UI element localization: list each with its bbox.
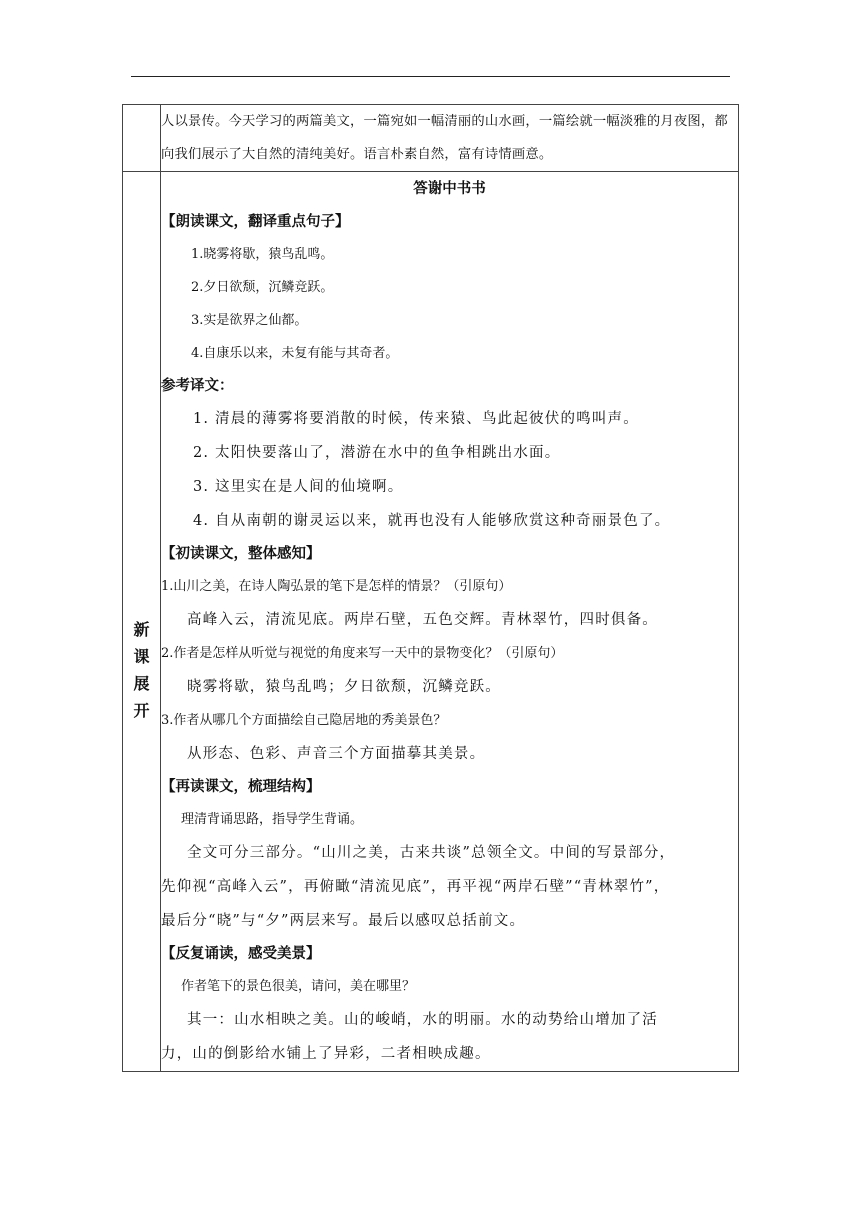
paragraph-line: 最后分“晓”与“夕”两层来写。最后以感叹总括前文。 xyxy=(161,913,526,929)
side-cell-label xyxy=(123,172,161,1072)
answer: 晓雾将歇，猿鸟乱鸣；夕日欲颓，沉鳞竞跃。 xyxy=(187,679,501,695)
paragraph-line: 作者笔下的景色很美，请问，美在哪里？ xyxy=(181,979,416,994)
answer: 从形态、色彩、声音三个方面描摹其美景。 xyxy=(187,746,486,762)
paragraph-line: 先仰视“高峰入云”，再俯瞰“清流见底”，再平视“两岸石壁”“青林翠竹”， xyxy=(161,879,670,895)
table-row-top xyxy=(123,105,739,172)
question: 2.作者是怎样从听觉与视觉的角度来写一天中的景物变化？（引原句） xyxy=(161,646,564,661)
question: 1.山川之美，在诗人陶弘景的笔下是怎样的情景？（引原句） xyxy=(161,579,512,594)
translation-item: 3. 这里实在是人间的仙境啊。 xyxy=(193,479,404,495)
sentence-item: 3.实是欲界之仙都。 xyxy=(191,313,308,328)
paragraph-line: 其一：山水相映之美。山的峻峭，水的明丽。水的动势给山增加了活 xyxy=(187,1012,658,1028)
side-label-char: 课 xyxy=(133,647,150,666)
sentence-item: 4.自康乐以来，未复有能与其奇者。 xyxy=(191,346,399,361)
side-label-char: 开 xyxy=(133,701,150,720)
table-row-main xyxy=(123,172,739,1072)
sentence-item: 1.晓雾将歇，猿鸟乱鸣。 xyxy=(191,247,334,262)
translation-item: 2. 太阳快要落山了，潜游在水中的鱼争相跳出水面。 xyxy=(193,445,561,461)
paragraph-line: 力，山的倒影给水铺上了异彩，二者相映成趣。 xyxy=(161,1046,491,1062)
section-heading-first-read: 【初读课文，整体感知】 xyxy=(161,546,321,562)
intro-text: 人以景传。今天学习的两篇美文，一篇宛如一幅清丽的山水画，一篇绘就一幅淡雅的月夜图，都向我们展示了大自然的清纯美好。语言朴素自然，富有诗情画意。 xyxy=(161,105,739,172)
section-heading-read: 【朗读课文，翻译重点句子】 xyxy=(161,214,350,230)
translation-item: 1. 清晨的薄雾将要消散的时候，传来猿、鸟此起彼伏的鸣叫声。 xyxy=(193,411,639,427)
side-cell-empty xyxy=(123,105,161,172)
sentence-item: 2.夕日欲颓，沉鳞竞跃。 xyxy=(191,280,334,295)
header-rule xyxy=(131,76,730,77)
lesson-table xyxy=(122,104,739,1072)
side-label xyxy=(123,172,160,724)
lesson-title: 答谢中书书 xyxy=(413,181,486,197)
section-heading-structure: 【再读课文，梳理结构】 xyxy=(161,779,321,795)
reference-heading: 参考译文： xyxy=(161,378,234,394)
question: 3.作者从哪几个方面描绘自己隐居地的秀美景色？ xyxy=(161,713,447,728)
content-cell xyxy=(161,172,739,1072)
paragraph-line: 理清背诵思路，指导学生背诵。 xyxy=(181,812,364,827)
side-label-char: 新 xyxy=(133,620,150,639)
translation-item: 4. 自从南朝的谢灵运以来，就再也没有人能够欣赏这种奇丽景色了。 xyxy=(193,513,671,529)
section-heading-recite: 【反复诵读，感受美景】 xyxy=(161,946,321,962)
paragraph-line: 全文可分三部分。“山川之美，古来共谈”总领全文。中间的写景部分， xyxy=(187,845,676,861)
side-label-char: 展 xyxy=(133,674,150,693)
answer: 高峰入云，清流见底。两岸石壁，五色交辉。青林翠竹，四时俱备。 xyxy=(187,612,658,628)
